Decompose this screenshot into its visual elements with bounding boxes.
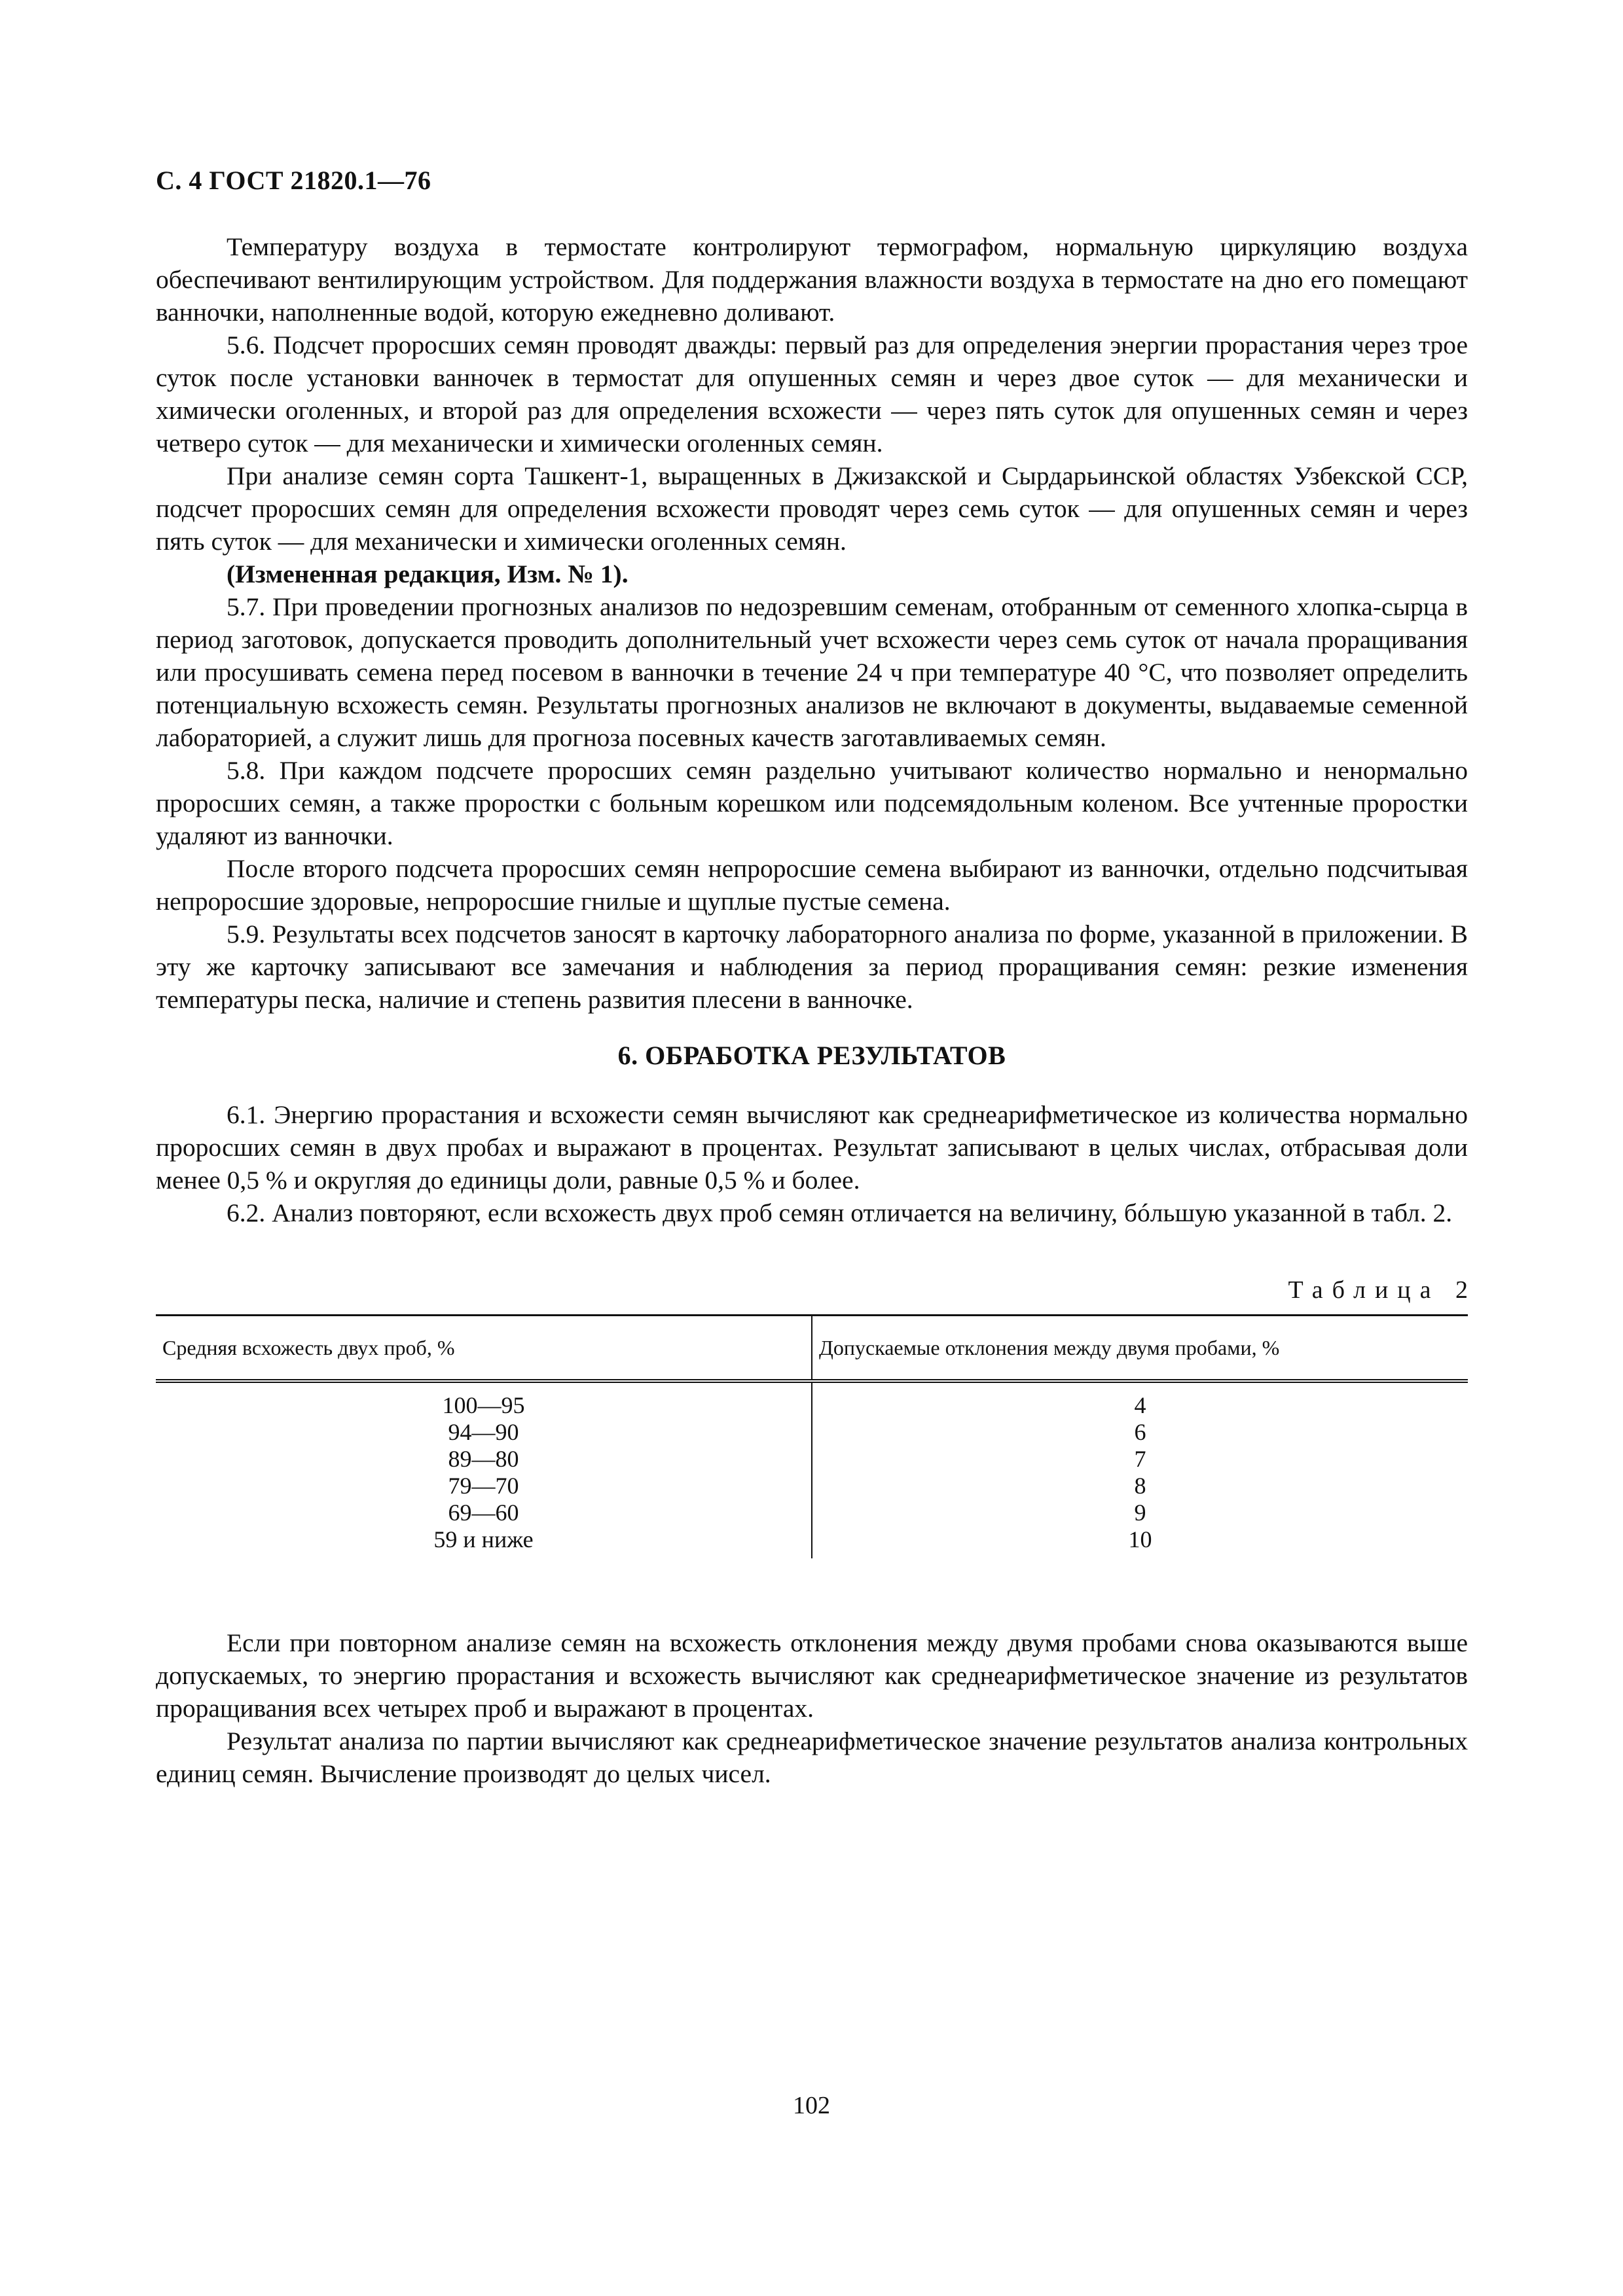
paragraph: 6.1. Энергию прорастания и всхожести семян вычисляют как среднеарифметическое из количества нормально проросших семян в двух пробах и выражают в процентах. Результат записывают в целых числах, отбрасывая доли менее 0,5 % и округляя до единицы доли, равные 0,5 % и более. <box>156 1100 1468 1194</box>
cell-value: 10 <box>1128 1526 1152 1552</box>
table-cell-germination-range <box>156 1381 812 1558</box>
page-header: С. 4 ГОСТ 21820.1—76 <box>156 166 431 195</box>
paragraph: Результат анализа по партии вычисляют как среднеарифметическое значение результатов анализа контрольных единиц семян. Вычисление производят до целых чисел. <box>156 1727 1468 1788</box>
cell-value: 69—60 <box>448 1499 519 1526</box>
paragraph: При анализе семян сорта Ташкент-1, выращенных в Джизакской и Сырдарьинской областях Узбекской ССР, подсчет проросших семян для определения всхожести проводят через семь суток — для опушенных семян и через пять суток — для механически и химически оголенных семян. <box>156 461 1468 556</box>
table-header-cell: Допускаемые отклонения между двумя пробами, % <box>812 1316 1468 1382</box>
cell-value: 9 <box>1134 1499 1146 1526</box>
table-row <box>156 1381 1468 1558</box>
table-header-row <box>156 1316 1468 1382</box>
paragraph: 5.8. При каждом подсчете проросших семян раздельно учитывают количество нормально и ненормально проросших семян, а также проростки с больным корешком или подсемядольным коленом. Все учтенные проростки удаляют из ванночки. <box>156 756 1468 850</box>
cell-value: 59 и ниже <box>433 1526 534 1552</box>
paragraph: Температуру воздуха в термостате контролируют термографом, нормальную циркуляцию воздуха обеспечивают вентилирующим устройством. Для поддержания влажности воздуха в термостате на дно его помещают ванночки, наполненные водой, которую ежедневно доливают. <box>156 232 1468 327</box>
table-header-cell: Средняя всхожесть двух проб, % <box>156 1316 812 1382</box>
paragraph: После второго подсчета проросших семян непроросшие семена выбирают из ванночки, отдельно подсчитывая непроросшие здоровые, непроросшие гнилые и щуплые пустые семена. <box>156 854 1468 916</box>
cell-value: 7 <box>1134 1446 1146 1472</box>
paragraph: 5.9. Результаты всех подсчетов заносят в карточку лабораторного анализа по форме, указанной в приложении. В эту же карточку записывают все замечания и наблюдения за период проращивания семян: резкие изменения температуры песка, наличие и степень развития плесени в ванночке. <box>156 920 1468 1014</box>
paragraph: 6.2. Анализ повторяют, если всхожесть двух проб семян отличается на величину, бóльшую указанной в табл. 2. <box>227 1198 1453 1227</box>
page-number: 102 <box>793 2092 830 2119</box>
cell-value: 79—70 <box>448 1473 519 1499</box>
cell-value: 6 <box>1134 1419 1146 1445</box>
paragraph: Если при повторном анализе семян на всхожесть отклонения между двумя пробами снова оказываются выше допускаемых, то энергию прорастания и всхожесть вычисляют как среднеарифметическое значение из результатов проращивания всех четырех проб и выражают в процентах. <box>156 1628 1468 1723</box>
paragraph: 5.6. Подсчет проросших семян проводят дважды: первый раз для определения энергии прорастания через трое суток после установки ванночек в термостат для опушенных семян и через двое суток — для механически и химически оголенных, и второй раз для определения всхожести — через пять суток для опушенных семян и через четверо суток — для механически и химически оголенных семян. <box>156 331 1468 457</box>
cell-value: 8 <box>1134 1473 1146 1499</box>
paragraph: 5.7. При проведении прогнозных анализов по недозревшим семенам, отобранным от семенного хлопка-сырца в период заготовок, допускается проводить дополнительный учет всхожести через семь суток от начала проращивания или просушивать семена перед посевом в ванночки в течение 24 ч при температуре 40 °С, что позволяет определить потенциальную всхожесть семян. Результаты прогнозных анализов не включают в документы, выдаваемые семенной лабораторией, а служит лишь для прогноза посевных качеств заготавливаемых семян. <box>156 592 1468 752</box>
amendment-note: (Измененная редакция, Изм. № 1). <box>227 560 629 588</box>
cell-value: 94—90 <box>448 1419 519 1445</box>
cell-value: 4 <box>1134 1392 1146 1418</box>
document-body <box>156 230 1477 1790</box>
table-cell-allowed-deviation <box>812 1381 1468 1558</box>
cell-value: 89—80 <box>448 1446 519 1472</box>
table-caption: Таблица 2 <box>1288 1276 1477 1304</box>
cell-value: 100—95 <box>442 1392 525 1418</box>
deviation-table <box>156 1314 1468 1558</box>
section-title: 6. ОБРАБОТКА РЕЗУЛЬТАТОВ <box>617 1041 1006 1070</box>
